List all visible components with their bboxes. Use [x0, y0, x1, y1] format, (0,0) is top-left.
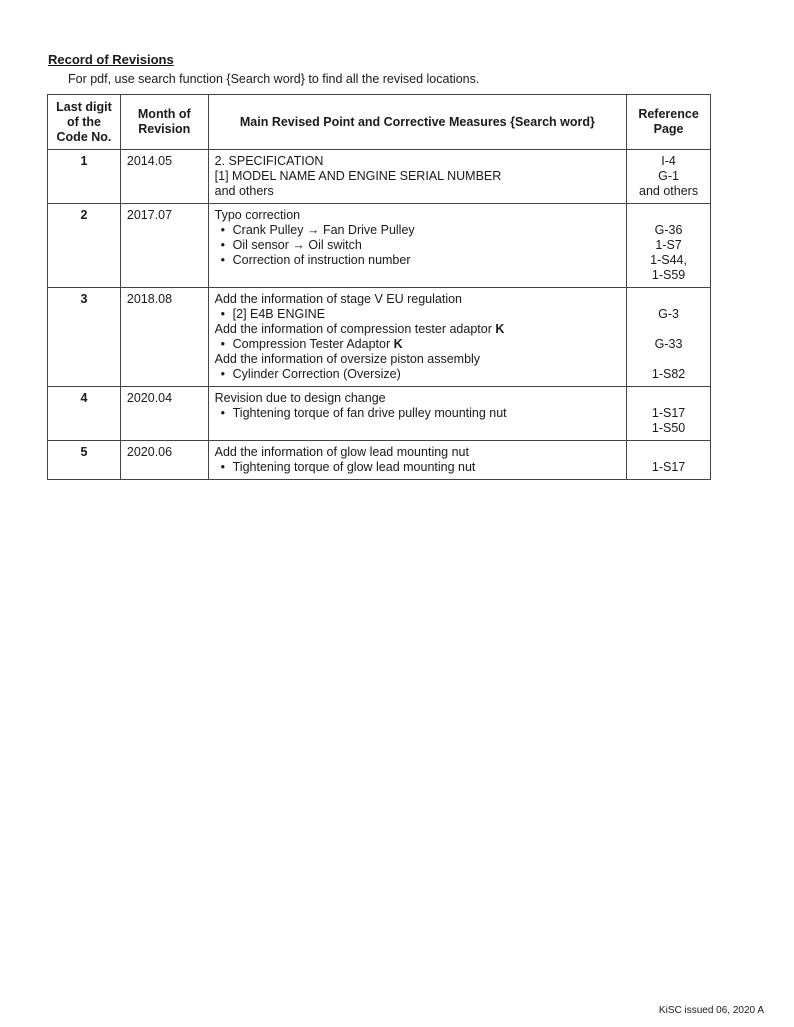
table-header-row [48, 95, 711, 150]
reference-page [629, 391, 708, 406]
revised-point-cell [208, 441, 626, 480]
revised-point-cell [208, 288, 626, 387]
search-instruction: For pdf, use search function {Search word} to find all the revised locations. [68, 72, 480, 86]
tool-code: K [495, 322, 505, 336]
revised-point-line: Add the information of glow lead mounting nut [214, 445, 469, 459]
revision-table [47, 94, 711, 480]
revision-month-cell: 2017.07 [120, 204, 208, 288]
reference-page: G-1 [658, 169, 679, 183]
reference-page [629, 208, 708, 223]
reference-page: G-33 [654, 337, 683, 351]
header-line: Last digit [56, 99, 112, 114]
reference-page [629, 322, 708, 337]
header-line: Month of [137, 107, 191, 121]
reference-page: 1-S59 [651, 268, 686, 282]
revised-point-line: Revision due to design change [214, 391, 386, 405]
revised-point-bullet: • Tightening torque of fan drive pulley mounting nut [215, 406, 620, 421]
header-month [120, 95, 208, 150]
revision-table-body [48, 150, 711, 480]
tool-code: K [393, 337, 403, 351]
reference-page-cell [627, 204, 711, 288]
code-digit-cell: 2 [48, 204, 121, 288]
revised-point-bullet: • Oil sensor → Oil switch [215, 238, 620, 253]
reference-page: 1-S17 [651, 460, 686, 474]
revised-point-cell [208, 150, 626, 204]
header-line: Code No. [56, 129, 112, 144]
table-row [48, 204, 711, 288]
header-line: Revision [138, 122, 191, 136]
reference-page: I-4 [661, 154, 676, 168]
header-line: of the [66, 114, 101, 129]
header-reference-page [627, 95, 711, 150]
code-digit-cell: 5 [48, 441, 121, 480]
table-row [48, 150, 711, 204]
reference-page-cell [627, 288, 711, 387]
reference-page: 1-S82 [651, 367, 686, 381]
table-row [48, 441, 711, 480]
reference-page-cell [627, 150, 711, 204]
table-row [48, 387, 711, 441]
reference-page: 1-S7 [655, 238, 682, 252]
header-line: Reference [638, 107, 699, 121]
table-row [48, 288, 711, 387]
header-line: Page [653, 122, 684, 136]
revised-point-line: [1] MODEL NAME AND ENGINE SERIAL NUMBER [214, 169, 502, 183]
revised-point-cell [208, 204, 626, 288]
code-digit-cell: 3 [48, 288, 121, 387]
reference-page [629, 292, 708, 307]
code-digit-cell: 4 [48, 387, 121, 441]
reference-page: 1-S50 [651, 421, 686, 435]
reference-page: G-36 [654, 223, 683, 237]
revised-point-bullet: • Cylinder Correction (Oversize) [215, 367, 620, 382]
revision-month-cell: 2014.05 [120, 150, 208, 204]
header-main-point [208, 95, 626, 150]
revised-point-line: Add the information of compression tester adaptor K [214, 322, 505, 336]
header-code-no [48, 95, 121, 150]
revised-point-line: Typo correction [214, 208, 301, 222]
revised-point-cell [208, 387, 626, 441]
revised-point-line: and others [214, 184, 274, 198]
issue-footer: KiSC issued 06, 2020 A [658, 1005, 764, 1016]
revised-point-bullet: • Compression Tester Adaptor K [215, 337, 620, 352]
reference-page-cell [627, 441, 711, 480]
reference-page-cell [627, 387, 711, 441]
revised-point-bullet: • Correction of instruction number [215, 253, 620, 268]
revised-point-line: Add the information of stage V EU regulation [214, 292, 463, 306]
revised-point-bullet: • Tightening torque of glow lead mounting nut [215, 460, 620, 475]
reference-page: G-3 [658, 307, 679, 321]
revised-point-bullet: • Crank Pulley → Fan Drive Pulley [215, 223, 620, 238]
revision-month-cell: 2018.08 [120, 288, 208, 387]
reference-page [629, 445, 708, 460]
reference-page: 1-S44, [650, 253, 687, 267]
reference-page [629, 352, 708, 367]
header-line: Main Revised Point and Corrective Measures {Search word} [239, 114, 595, 129]
revised-point-bullet: • [2] E4B ENGINE [215, 307, 620, 322]
page-title: Record of Revisions [48, 52, 174, 67]
revision-month-cell: 2020.06 [120, 441, 208, 480]
revised-point-line: 2. SPECIFICATION [214, 154, 324, 168]
code-digit-cell: 1 [48, 150, 121, 204]
reference-page: 1-S17 [651, 406, 686, 420]
reference-page: and others [639, 184, 699, 198]
revised-point-line: Add the information of oversize piston assembly [214, 352, 481, 366]
revision-month-cell: 2020.04 [120, 387, 208, 441]
